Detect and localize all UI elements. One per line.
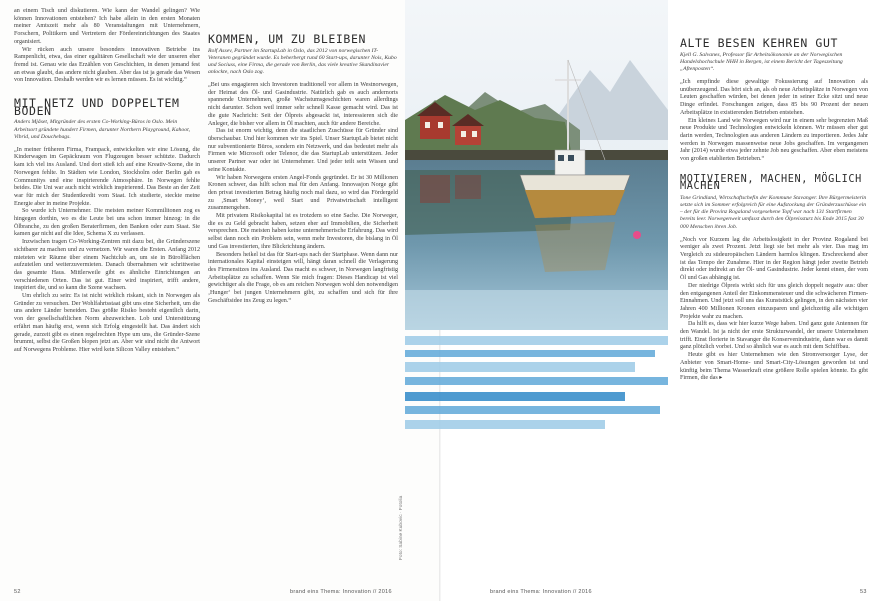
page-number-right: 53 — [860, 589, 867, 595]
paragraph: Wir rücken auch unsere besonders innovativen Betriebe ins Rampenlicht, etwa, das einer egalitären Gesellschaft wie der unseren eher fremd ist. Genau wie das Erzählen von Geschichten, in denen jemand fest an etwas glaubt, das andere nicht glauben. Aber das ist ja gerade das Wesen von Innovation. Deshalb werden wir es lernen müssen. Es ist wichtig.“ — [14, 46, 200, 84]
paragraph: „In meiner früheren Firma, Frampack, entwickelten wir eine Lösung, die Kinderwagen im Gepäckraum von Flugzeugen besser schützte. Dadurch kam ich viel ins Ausland. Und dort stieß ich auf eine Kreativ-Szene, die in Norwegen fehlte. In Städten wie London, Stockholm oder Berlin gab es Communitys und eine inspirierende Atmosphäre. In Norwegen fehlte beides. Die Uni war auch nicht wirklich inspirierend. Das Beste an der Zeit war für mich der Studentkredit vom Staat. Ich studierte, steckte meine Energie aber in meine Projekte. — [14, 146, 200, 207]
left-column-1 — [14, 8, 200, 355]
section-intro: Anders Mjåset, Mitgründer des ersten Co-Working-Büros in Oslo. Mein Arbeitsort gründete hundert Firmen, darunter Northern Playground, Kahoot, Vibrid, und Douchebags. — [14, 119, 191, 140]
paragraph: Der niedrige Ölpreis wirkt sich für uns gleich doppelt negativ aus: über den entgangenen Anteil der Einkommensteuer und die schwächeren Firmen-Einnahmen. Und jetzt soll uns das Kunststück gelingen, in den nächsten vier Jahren 400 Millionen Kronen einzusparen und gleichzeitig alle wichtigen Projekte wahr zu machen. — [680, 282, 868, 320]
paragraph: So wurde ich Unternehmer. Die meisten meiner Kommilitonen zog es hingegen dorthin, wo es die Leute bei uns schon immer hinzog: in die Ölbranche, zu den großen Beraterfirmen, den Banken oder zum Staat. Sie kamen gar nicht auf die Idee, Schema X zu verlassen. — [14, 208, 200, 238]
footer-title-left: brand eins Thema: Innovation // 2016 — [290, 589, 392, 595]
section-intro: Tone Grindland, Wirtschaftschefin der Kommune Stavanger. Ihre Bürgermeisterin setzte sich im Sommer erfolgreich für eine Aufstockung der Gründerzuschüsse ein – der für die Provinz Rogaland vorgesehene Topf war nach 131 Startfirmen bereits leer. Norwegenweit umfasst durch den Ölpreissturz bis Ende 2015 fast 30 000 Menschen ihren Job. — [680, 195, 867, 230]
footer-title-right: brand eins Thema: Innovation // 2016 — [490, 589, 592, 595]
left-column-2 — [208, 32, 398, 305]
section-intro: Rolf Assev, Partner im StartupLab in Oslo, das 2012 von norwegischen IT-Veteranen gegründet wurde. Es beherbergt rund 60 Start-ups, darunter Nois, Kubo und Sociuss, eine Firma, die gerade von Berlin, das viele kreative Skandinavier anlockte, nach Oslo zog. — [208, 47, 397, 75]
section-heading: MOTIVIEREN, MACHEN, MÖGLICH MACHEN — [680, 173, 862, 193]
paragraph: „Noch vor Kurzem lag die Arbeitslosigkeit in der Provinz Rogaland bei weniger als zwei Prozent. Jetzt liegt sie bei mehr als vier. Das mag im Vergleich zu südeuropäischen Ländern harmlos klingen. Erschreckend aber ist das Tempo der Zunahme. Hier in der Region hängt jeder zweite Betrieb direkt oder indirekt an der Öl- und Gasindustrie. Jeder kennt einen, der vom Öl und Gas abhängig ist. — [680, 236, 868, 282]
paragraph: Um ehrlich zu sein: Es ist nicht wirklich riskant, sich in Norwegen als Gründer zu versuchen. Der Wohlfahrtsstaat gibt uns eine Sicherheit, um die uns andere Länder beneiden. Das größte Risiko besteht eigentlich darin, von der gesellschaftlichen Norm abzuweichen. Lob und Unterstützung erfährt man häufig erst, wenn sich Erfolg eingestellt hat. Das ändert sich gerade, zurzeit gibt es einen regelrechten Hype um uns, die Gründer-Szene brummt, selbst die Großen blopen jetzt an. Aber wir sind nicht die Antwort auf Norwegens Probleme. Hier wird kein Silicon Valley entstehen.“ — [14, 293, 200, 353]
paragraph: Mit privatem Risikokapital ist es trotzdem so eine Sache. Die Norweger, die es zu Geld gebracht haben, setzen eher auf Immobilien, die Sicherheit versprechen. Die meisten haben keine unternehmerische Erfahrung. Das wird selbst dann noch ein Problem sein, wenn mehr Investoren, die bislang in Öl und Gas investierten, ihre Blickrichtung ändern. — [208, 213, 398, 250]
paragraph: Besonders heikel ist das für Start-ups nach der Startphase. Wenn dann nur internationales Kapital einsteigen will, hängt daran schnell die Verlagerung des Firmensitzes ins Ausland. Das macht es schwer, in Norwegen langfristig Arbeitsplätze zu schaffen. Wenn Sie mich fragen: Dieses Handicap ist viel gewichtiger als die Frage, ob es am reichen Norwegen wohl den notwendigen ‚Hunger‘ bei jungen Unternehmern gibt, zu schaffen und sich für ihre Geschäftsidee ins Zeug zu legen.“ — [208, 251, 398, 304]
paragraph: „Bei uns engagieren sich Investoren traditionell vor allem in Westnorwegen, der Heimat des Öl- und Gasindustrie. Natürlich gab es auch andernorts spannende Unternehmen, große Wachstumsgeschichten waren allerdings nicht darunter. Schon weil immer sehr schnell Kasse gemacht wird. Das ist die gute Nachricht: Seit der Ölpreis abgesackt ist, interessieren sich die Anleger, die bisher vor allem in Öl machten, auch für andere Bereiche. — [208, 82, 398, 127]
section-intro: Kjell G. Salvanes, Professor für Arbeitsökonomie an der Norwegischen Handelshochschule NHH in Bergen, ist einem Bericht der Tageszeitung „Aftenposten“. — [680, 51, 843, 72]
page-number-left: 52 — [14, 589, 21, 595]
right-page — [440, 0, 880, 601]
photo-credit: Foto: Sabine Kubovic · Fotolia — [399, 495, 404, 560]
section-heading: ALTE BESEN KEHREN GUT — [680, 36, 838, 50]
paragraph: Wir haben Norwegens ersten Angel-Fonds gegründet. Er ist 30 Millionen Kronen schwer, das hilft schon mal für den Anfang. Innovasjon Norge gibt den privat investierten Betrag häufig noch mal dazu, so wird das Fördergeld zu ‚Smart Money‘, weil Start und Privatwirtschaft intelligent zusammengehen. — [208, 174, 398, 212]
paragraph: „Ich empfinde diese gewaltige Fokussierung auf Innovation als unüberzeugend. Das hört sich an, als ob neue Arbeitsplätze in Norwegen von Leuten geschaffen würden, bei denen jeder in seiner Ecke sitzt und neue Dinge erfindet. Forschungen zeigen, dass 85 bis 90 Prozent der neuen Arbeitsplätze in existierenden Betrieben entstehen. — [680, 78, 868, 116]
paragraph: Ein kleines Land wie Norwegen wird nur in einem sehr begrenzten Maß neue Produkte und Technologien entwickeln können. Wir müssen eher gut darin werden, Technologien aus anderen Ländern zu importieren. Jedes Jahr werden in Norwegen massenweise neue Jobs geschaffen. Im vergangenen Jahr (2014) wurde etwa jeder zehnte Job neu geschaffen. Aber eben meistens von großen etablierten Betrieben.“ — [680, 117, 868, 163]
paragraph: Inzwischen tragen Co-Working-Zentren mit dazu bei, die Gründerszene sichtbarer zu machen und zu vernetzen. Wir waren die Ersten. Anfang 2012 mieteten wir Räume über einem Nachtclub an, um sie in Bürolflächen aufzuteilen und weiterzuvermieten. Danach übernahmen wir schrittweise das gesamte Haus. Mittlerweile gibt es ähnliche Einrichtungen an verschiedenen Orten. Das ist gut. Einer wird inspiriert, trifft andere, inspiriert die, und so kann die Szene wachsen. — [14, 239, 200, 292]
paragraph: Heute gibt es hier Unternehmen wie den Stromversorger Lyse, der Anbieter von Smart-Home- und Smart-City-Lösungen geworden ist und künftig beim Thema Wasserkraft eine größere Rolle spielen könnte. Es gibt Firmen, die das ▸ — [680, 352, 868, 382]
paragraph: Da hilft es, dass wir hier kurze Wege haben. Und ganz gute Antennen für den Wandel. Ist ja nicht der erste Strukturwandel, der unsere Unternehmen trifft. Einst florierte in Stavanger die Konservenindustrie, dann war es damit ganz plötzlich vorbei. Und so ähnlich war es auch mit dem Schiffbau. — [680, 321, 868, 351]
right-column — [680, 36, 868, 383]
section-heading: MIT NETZ UND DOPPELTEM BODEN — [14, 96, 180, 118]
section-heading: KOMMEN, UM ZU BLEIBEN — [208, 32, 366, 46]
paragraph: an einem Tisch und diskutieren. Wie kann der Wandel gelingen? Wie können Innovationen entstehen? Ich habe allein in den ersten Monaten meiner Amtszeit mehr als 80 Veranstaltungen mit Unternehmern, Forschern, Politikern und Vertretern der Fördereinrichtungen des Staates organisiert. — [14, 8, 200, 45]
paragraph: Das ist enorm wichtig, denn die staatlichen Zuschüsse für Gründer sind überschaubar. Und hier kommen wir ins Spiel. Unser StartupLab bietet nicht nur subventionierte Büros, sondern ein Netzwerk, und das bedeutet mehr als Firmen wie Microsoft oder Telenor, die das StartupLab unterstützen. Jeder unserer Partner war oder ist Unternehmer. Und jeder teilt sein Wissen und seine Kontakte. — [208, 128, 398, 173]
